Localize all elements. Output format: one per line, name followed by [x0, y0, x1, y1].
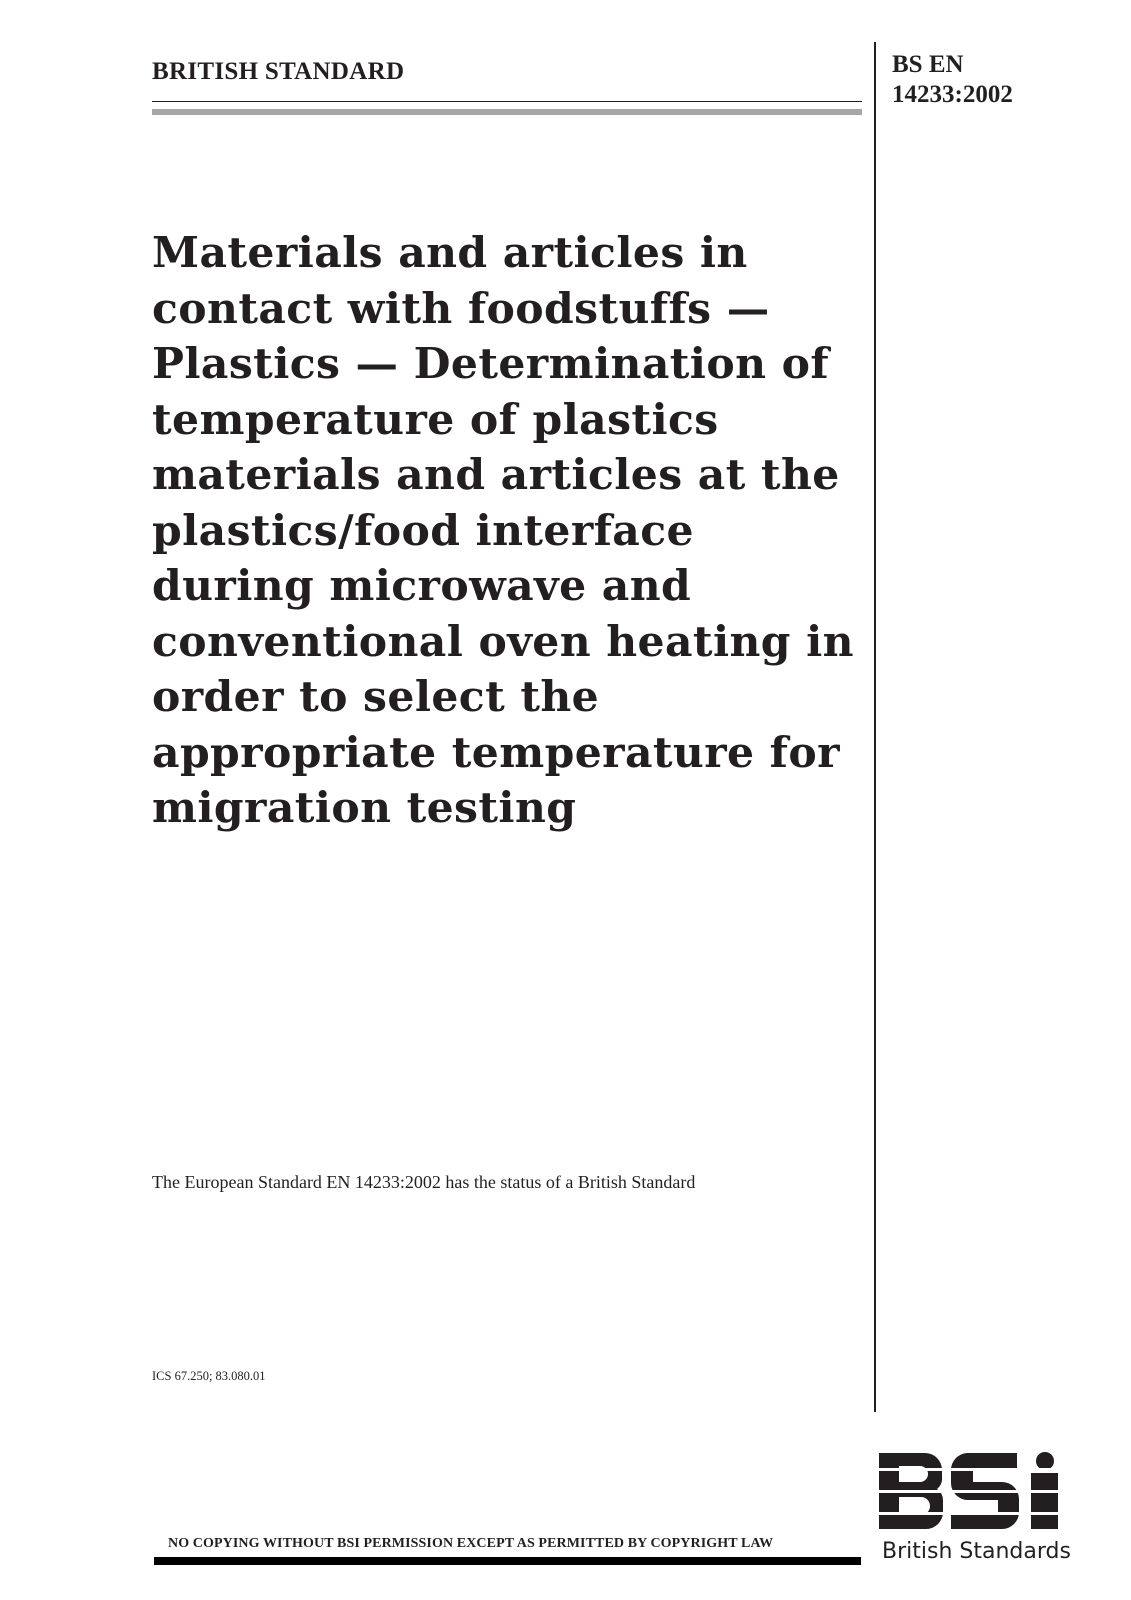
standard-number-line2: 14233:2002 — [892, 81, 1013, 108]
standard-number — [892, 50, 1013, 110]
bsi-caption: British Standards — [882, 1539, 1071, 1564]
ics-codes: ICS 67.250; 83.080.01 — [152, 1369, 266, 1383]
header-rule-grey — [152, 109, 862, 115]
footer-rule — [154, 1557, 861, 1565]
document-title: Materials and articles in contact with foodstuffs — Plastics — Determination of temperature of plastics materials and articles at the plastics/food interface during microwave and conventional oven heating in order to select the appropriate temperature for migration testing — [152, 228, 854, 833]
header-label: BRITISH STANDARD — [152, 58, 405, 85]
standard-number-line1: BS EN — [892, 51, 964, 78]
copyright-notice: NO COPYING WITHOUT BSI PERMISSION EXCEPT AS PERMITTED BY COPYRIGHT LAW — [168, 1536, 774, 1551]
status-note: The European Standard EN 14233:2002 has the status of a British Standard — [152, 1172, 696, 1192]
bsi-logo-icon — [879, 1451, 1084, 1531]
vertical-divider — [874, 42, 876, 1412]
header-rule-thin — [152, 101, 862, 102]
